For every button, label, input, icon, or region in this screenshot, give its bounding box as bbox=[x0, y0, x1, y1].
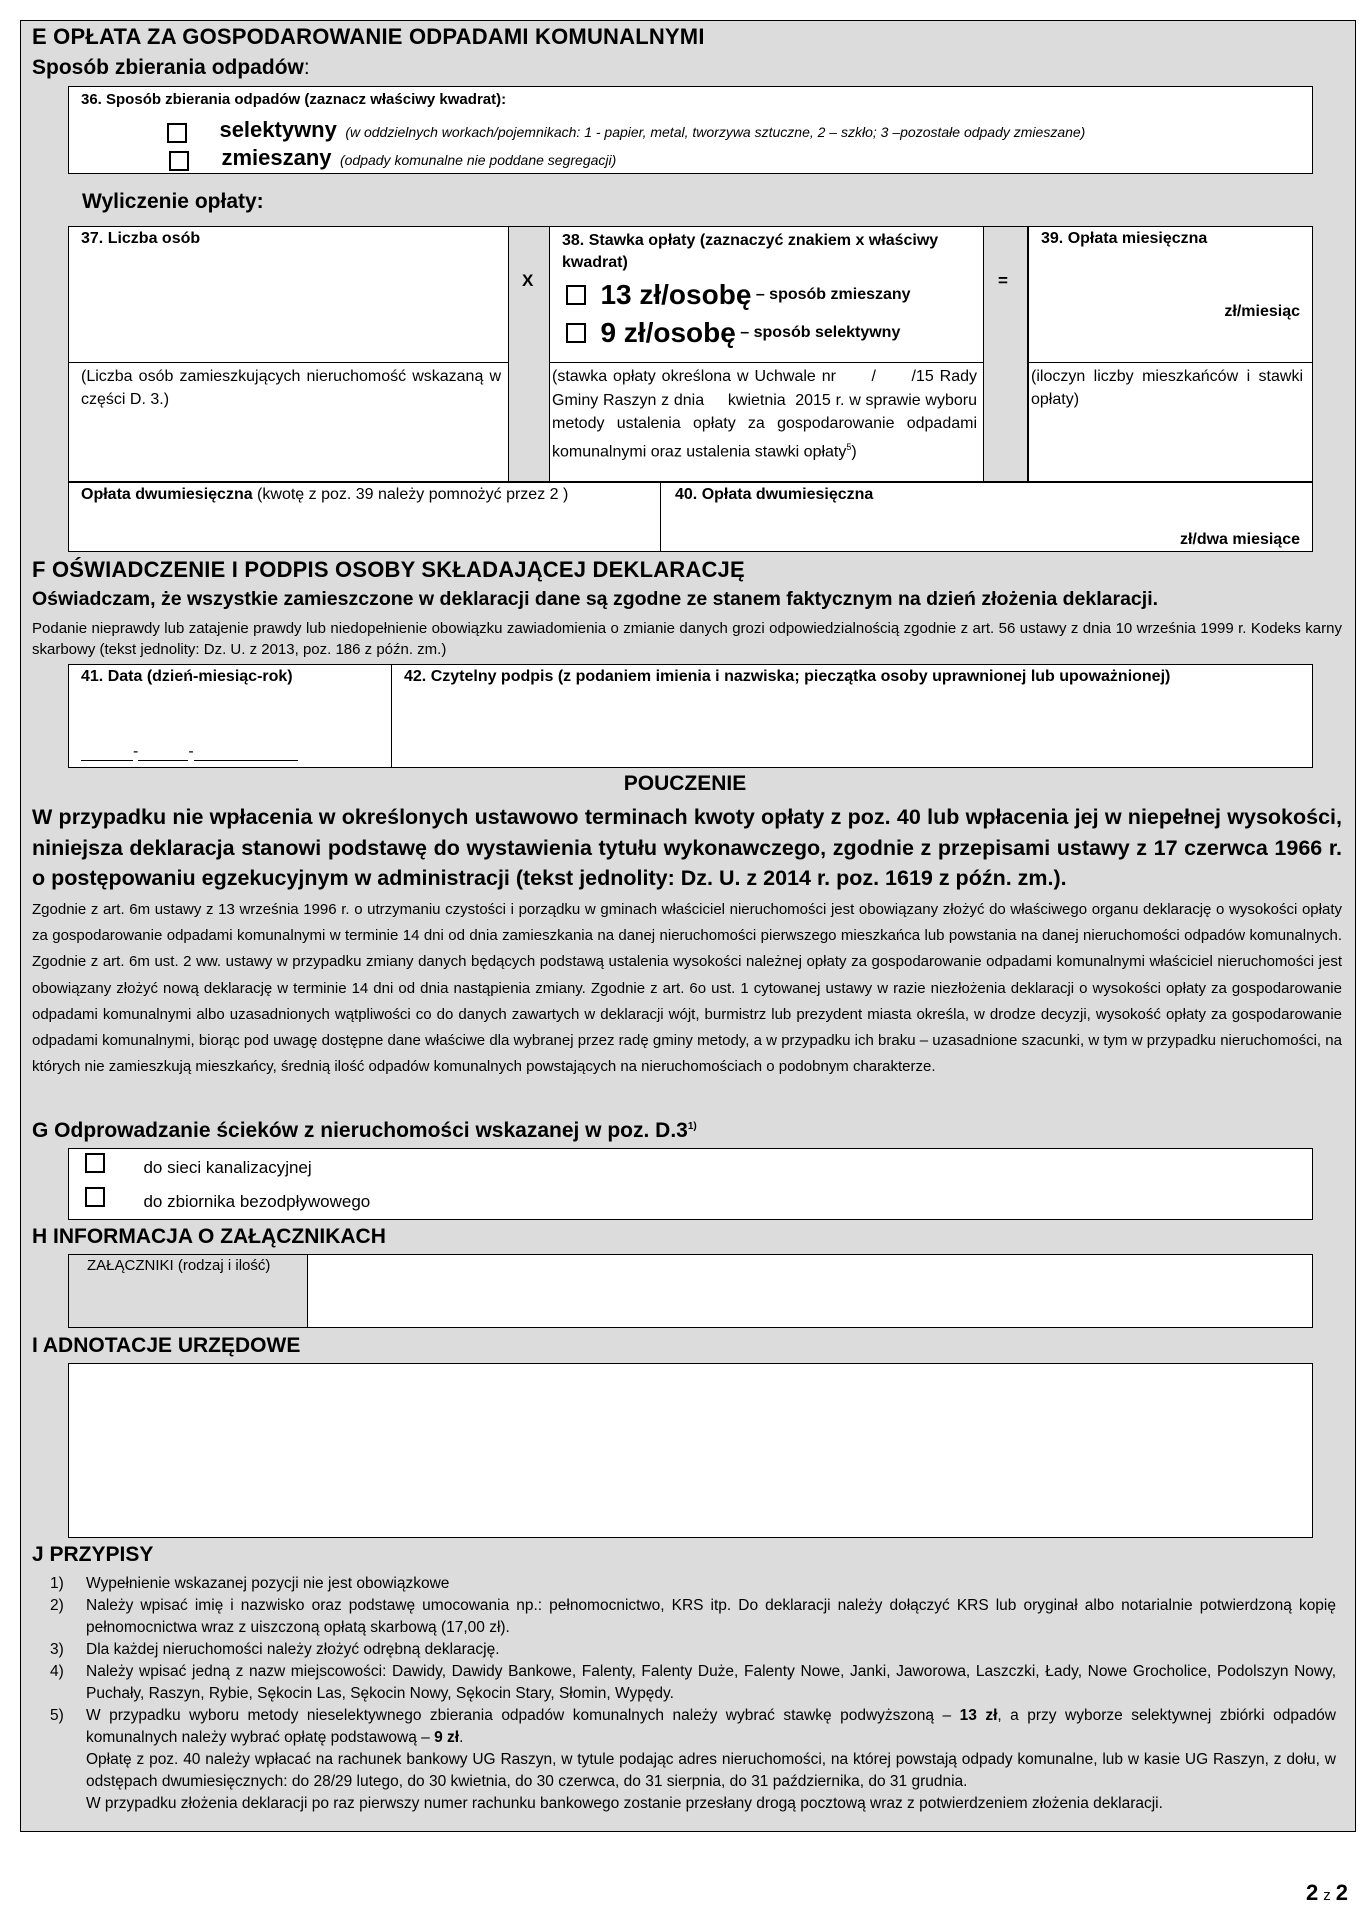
official-notes-box bbox=[68, 1363, 1313, 1538]
rate-13-label: 13 zł/osobę bbox=[600, 279, 752, 310]
field-36-box bbox=[68, 86, 1313, 174]
field-38-label: 38. Stawka opłaty (zaznaczyć znakiem x właściwy kwadrat) bbox=[562, 232, 939, 271]
field-37-box bbox=[68, 226, 509, 482]
pouczenie-title: POUCZENIE bbox=[623, 772, 747, 795]
section-e-title: E OPŁATA ZA GOSPODAROWANIE ODPADAMI KOMUNALNYMI bbox=[32, 24, 705, 49]
date-input[interactable]: - - bbox=[81, 741, 298, 761]
multiply-sign: X bbox=[522, 271, 534, 290]
rate-13-option[interactable] bbox=[566, 279, 911, 311]
selective-label: selektywny bbox=[219, 117, 337, 142]
rate-9-option[interactable] bbox=[566, 317, 900, 349]
section-f-title: F OŚWIADCZENIE I PODPIS OSOBY SKŁADAJĄCEJ DEKLARACJĘ bbox=[32, 557, 745, 582]
option-sewer[interactable] bbox=[85, 1153, 312, 1178]
field-37-note: (Liczba osób zamieszkujących nieruchomość wskazaną w części D. 3.) bbox=[81, 368, 501, 408]
attachments-input[interactable] bbox=[307, 1254, 1313, 1328]
sewage-options-box bbox=[68, 1148, 1313, 1220]
tank-label: do zbiornika bezodpływowego bbox=[143, 1192, 371, 1212]
field-42-label: 42. Czytelny podpis (z podaniem imienia i nazwiska; pieczątka osoby uprawnionej lub upoważnionej) bbox=[404, 668, 1171, 685]
mixed-label: zmieszany bbox=[221, 145, 332, 170]
sewer-checkbox[interactable] bbox=[85, 1153, 105, 1173]
field-37-label: 37. Liczba osób bbox=[81, 230, 201, 247]
field-37-input[interactable] bbox=[81, 271, 491, 351]
field-42-box[interactable] bbox=[391, 664, 1313, 768]
rate-9-checkbox[interactable] bbox=[566, 323, 586, 343]
collection-method-heading: Sposób zbierania odpadów: bbox=[32, 56, 310, 79]
selective-checkbox[interactable] bbox=[167, 123, 187, 143]
tank-checkbox[interactable] bbox=[85, 1187, 105, 1207]
field-39-input[interactable] bbox=[1041, 257, 1201, 337]
section-j-title: J PRZYPISY bbox=[32, 1543, 154, 1566]
sewer-label: do sieci kanalizacyjnej bbox=[143, 1158, 312, 1178]
option-tank[interactable] bbox=[85, 1187, 370, 1212]
section-h-title: H INFORMACJA O ZAŁĄCZNIKACH bbox=[32, 1225, 386, 1248]
field-39-box bbox=[1028, 226, 1313, 482]
field-38-box bbox=[549, 226, 984, 482]
multiply-cell bbox=[509, 226, 549, 482]
field-39-label: 39. Opłata miesięczna bbox=[1041, 230, 1208, 247]
rate-13-desc: – sposób zmieszany bbox=[751, 286, 911, 303]
footnotes: 1) Wypełnienie wskazanej pozycji nie jest obowiązkowe 2) Należy wpisać imię i nazwisko oraz podstawę umocowania np.: pełnomocnictwo, KRS itp. Do deklaracji należy dołączyć KRS lub oryginał albo notarialnie potwierdzoną kopię pełnomocnictwa wraz z uiszczoną opłatą skarbową (17,00 zł). 3) Dla każdej nieruchomości należy złożyć odrębną deklarację. 4) Należy wpisać jedną z nazw miejscowości: Dawidy, Dawidy Bankowe, Falenty, Falenty Duże, Falenty Nowe, Janki, Jaworowa, Laszczki, Łady, Nowe Grocholice, Podolszyn Nowy, Puchały, Raszyn, Rybie, Sękocin Las, Sękocin Nowy, Sękocin Stary, Słomin, Wypędy. 5) W przypadku wyboru metody nieselektywnego zbierania odpadów komunalnych należy wybrać stawkę podwyższoną – 13 zł, a przy wyborze selektywnej zbiórki odpadów komunalnych należy wybrać opłatę podstawową – 9 zł. Opłatę z poz. 40 należy wpłacać na rachunek bankowy UG Raszyn, w tytule podając adres nieruchomości, na której powstają odpady komunalne, lub w kasie UG Raszyn, z dołu, w odstępach dwumiesięcznych: do 28/29 lutego, do 30 kwietnia, do 30 czerwca, do 31 sierpnia, do 31 października, do 31 grudnia. W przypadku złożenia deklaracji po raz pierwszy numer rachunku bankowego zostanie przesłany drogą pocztową wraz z potwierdzeniem złożenia deklaracji. bbox=[50, 1575, 1336, 1812]
section-g-title: G Odprowadzanie ścieków z nieruchomości wskazanej w poz. D.3$^{1)}$ bbox=[32, 1119, 697, 1142]
year-blank[interactable] bbox=[194, 760, 298, 761]
selective-note: (w oddzielnych workach/pojemnikach: 1 - papier, metal, tworzywa sztuczne, 2 – szkło; 3 –pozostałe odpady zmieszane) bbox=[345, 124, 1086, 140]
day-blank[interactable] bbox=[81, 760, 133, 761]
field-38-note: (stawka opłaty określona w Uchwale nr / /15 Rady Gminy Raszyn z dnia kwietnia 2015 r. w sprawie wyboru metody ustalenia opłaty za gospodarowanie odpadami komunalnymi oraz ustalenia stawki opłaty$^5$) bbox=[552, 368, 982, 460]
rate-13-checkbox[interactable] bbox=[566, 285, 586, 305]
field-41-label: 41. Data (dzień-miesiąc-rok) bbox=[81, 668, 293, 685]
divider bbox=[550, 362, 983, 363]
mixed-checkbox[interactable] bbox=[169, 151, 189, 171]
rate-9-desc: – sposób selektywny bbox=[735, 324, 901, 341]
field-40-unit: zł/dwa miesiące bbox=[1179, 531, 1300, 548]
equals-cell bbox=[984, 226, 1028, 482]
declaration-statement: Oświadczam, że wszystkie zamieszczone w deklaracji dane są zgodne ze stanem faktycznym na dzień złożenia deklaracji. bbox=[32, 588, 1159, 610]
calculation-heading: Wyliczenie opłaty: bbox=[82, 190, 264, 213]
bimonthly-info-cell bbox=[68, 482, 662, 552]
pouczenie-text: Zgodnie z art. 6m ustawy z 13 września 1996 r. o utrzymaniu czystości i porządku w gminach właściciel nieruchomości jest obowiązany złożyć do właściwego organu deklarację o wysokości opłaty za gospodarowanie odpadami komunalnymi w terminie 14 dni od dnia zamieszkania na danej nieruchomości pierwszego mieszkańca lub powstania na danej nieruchomości odpadów komunalnych. Zgodnie z art. 6m ust. 2 ww. ustawy w przypadku zmiany danych będących podstawą ustalenia wysokości należnej opłaty za gospodarowanie odpadami komunalnymi właściciel nieruchomości jest obowiązany złożyć nową deklarację w terminie 14 dni od dnia nastąpienia zmiany. Zgodnie z art. 6o ust. 1 cytowanej ustawy w razie niezłożenia deklaracji o wysokości opłaty za gospodarowanie odpadami komunalnymi albo uzasadnionych wątpliwości co do danych zawartych w deklaracji wójt, burmistrz lub prezydent miasta określa, w drodze decyzji, wysokość opłaty za gospodarowanie odpadami komunalnymi, biorąc pod uwagę dostępne dane właściwe dla wybranej przez radę gminy metody, a w przypadku ich braku – uzasadnione szacunki, w tym w przypadku nieruchomości, na których nie zamieszkują mieszkańcy, średnią ilość odpadów komunalnych powstających na nieruchomościach o podobnym charakterze. bbox=[32, 901, 1342, 1076]
false-declaration-warning: Podanie nieprawdy lub zatajenie prawdy lub niedopełnienie obowiązku zawiadomienia o zmianie danych grozi odpowiedzialnością zgodnie z art. 56 ustawy z dnia 10 września 1999 r. Kodeks karny skarbowy (tekst jednolity: Dz. U. z 2013, poz. 186 z późn. zm.) bbox=[32, 620, 1342, 658]
divider bbox=[1029, 362, 1312, 363]
month-blank[interactable] bbox=[138, 760, 188, 761]
bimonthly-info: Opłata dwumiesięczna (kwotę z poz. 39 należy pomnożyć przez 2 ) bbox=[81, 486, 569, 503]
field-41-box bbox=[68, 664, 393, 768]
field-39-unit: zł/miesiąc bbox=[1224, 303, 1300, 320]
option-mixed[interactable] bbox=[169, 145, 616, 171]
field-39-note: (iloczyn liczby mieszkańców i stawki opłaty) bbox=[1031, 368, 1303, 408]
section-i-title: I ADNOTACJE URZĘDOWE bbox=[32, 1334, 301, 1357]
field-40-label: 40. Opłata dwumiesięczna bbox=[675, 486, 874, 503]
mixed-note: (odpady komunalne nie poddane segregacji) bbox=[339, 152, 617, 168]
rate-9-label: 9 zł/osobę bbox=[600, 317, 736, 348]
attachments-label-cell bbox=[68, 1254, 309, 1328]
pouczenie-bold: W przypadku nie wpłacenia w określonych ustawowo terminach kwoty opłaty z poz. 40 lub wpłacenia jej w niepełnej wysokości, niniejsza deklaracja stanowi podstawę do wystawienia tytułu wykonawczego, zgodnie z przepisami ustawy z 17 czerwca 1966 r. o postępowaniu egzekucyjnym w administracji (tekst jednolity: Dz. U. z 2014 r. poz. 1619 z późn. zm.). bbox=[32, 805, 1342, 890]
field-36-label: 36. Sposób zbierania odpadów (zaznacz właściwy kwadrat): bbox=[81, 91, 507, 108]
divider bbox=[69, 362, 508, 363]
option-selective[interactable] bbox=[167, 117, 1085, 143]
page-number: 2 z 2 bbox=[1306, 1880, 1348, 1905]
field-40-box[interactable] bbox=[660, 482, 1313, 552]
equals-sign: = bbox=[998, 271, 1008, 290]
attachments-label: ZAŁĄCZNIKI (rodzaj i ilość) bbox=[87, 1257, 271, 1274]
